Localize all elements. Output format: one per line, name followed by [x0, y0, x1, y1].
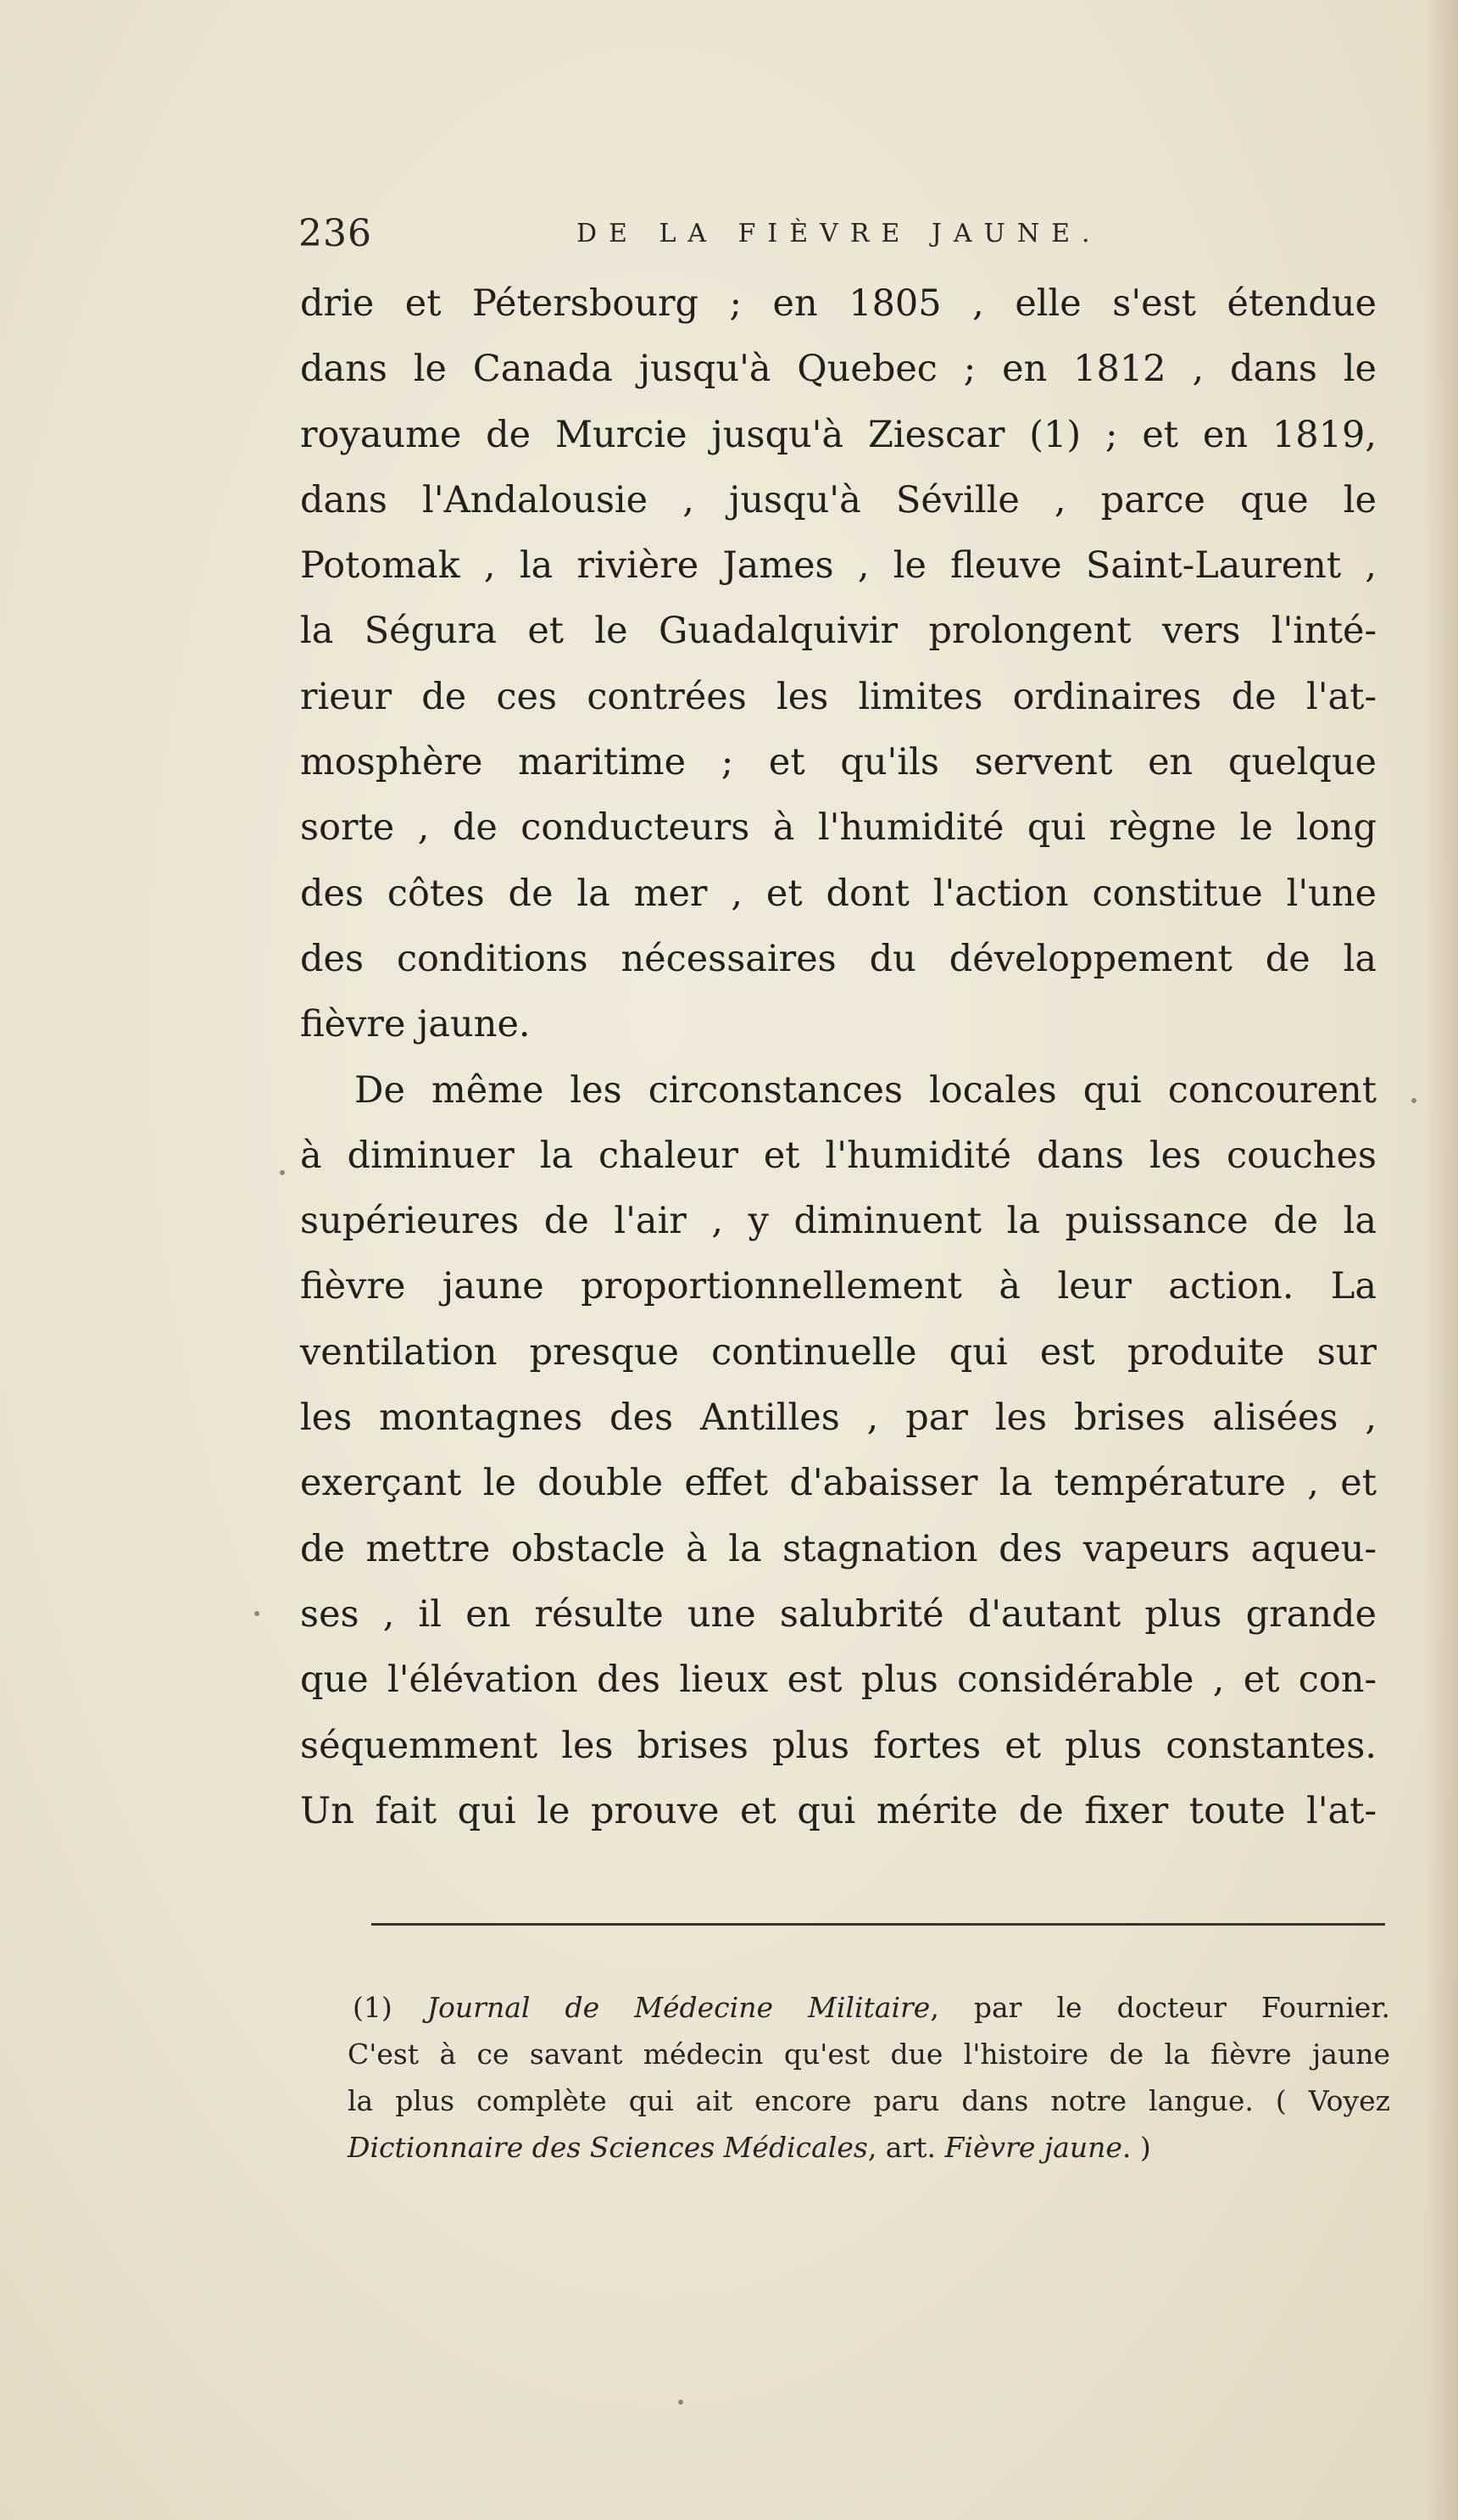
text-line: dans le Canada jusqu'à Quebec ; en 1812 , dans le [300, 348, 1377, 391]
text-line: drie et Pétersbourg ; en 1805 , elle s'est étendue [300, 282, 1377, 325]
text-line: Un fait qui le prouve et qui mérite de fixer toute l'at- [300, 1789, 1377, 1832]
text-line: la Ségura et le Guadalquivir prolongent vers l'inté- [300, 610, 1377, 653]
footnote-separator [371, 1923, 1385, 1926]
footnote-text: . ) [1121, 2131, 1151, 2164]
text-line: de mettre obstacle à la stagnation des vapeurs aqueu- [300, 1527, 1377, 1570]
paragraph-end-line: fièvre jaune. [300, 1003, 531, 1046]
page-number: 236 [298, 212, 372, 255]
text-line: que l'élévation des lieux est plus considérable , et con- [300, 1659, 1377, 1702]
text-line: Potomak , la rivière James , le fleuve Saint-Laurent , [300, 544, 1377, 588]
text-line: des conditions nécessaires du développement de la [300, 937, 1377, 980]
text-line: exerçant le double effet d'abaisser la température , et [300, 1462, 1377, 1505]
text-line: supérieures de l'air , y diminuent la puissance de la [300, 1200, 1377, 1243]
footnote-line [348, 2124, 1390, 2171]
footnote-text: , art. [867, 2131, 945, 2164]
dictionary-title: Dictionnaire des Sciences Médicales [348, 2131, 868, 2164]
text-line: les montagnes des Antilles , par les brises alisées , [300, 1397, 1377, 1440]
journal-title: Journal de Médecine Militaire [426, 1991, 931, 2024]
footnote-line: la plus complète qui ait encore paru dans notre langue. ( Voyez [348, 2084, 1390, 2117]
footnote-author: , par le docteur Fournier. [930, 1991, 1390, 2024]
paper-speck [254, 1611, 259, 1616]
running-title: DE LA FIÈVRE JAUNE. [576, 219, 1102, 248]
text-line: à diminuer la chaleur et l'humidité dans les couches [300, 1134, 1377, 1177]
text-line: séquemment les brises plus fortes et plus constantes. [300, 1724, 1377, 1767]
text-line: fièvre jaune proportionnellement à leur action. La [300, 1265, 1377, 1308]
body-text [300, 271, 1385, 1844]
article-title: Fièvre jaune [944, 2131, 1122, 2164]
paragraph-start-line: De même les circonstances locales qui concourent [354, 1068, 1377, 1112]
page-header [298, 212, 1400, 271]
text-line: rieur de ces contrées les limites ordinaires de l'at- [300, 675, 1377, 718]
text-line: royaume de Murcie jusqu'à Ziescar (1) ; et en 1819, [300, 413, 1377, 456]
text-line: dans l'Andalousie , jusqu'à Séville , parce que le [300, 478, 1377, 521]
footnote [348, 1984, 1407, 2171]
paper-speck [280, 1170, 285, 1175]
text-line: des côtes de la mer , et dont l'action constitue l'une [300, 872, 1377, 915]
paper-speck [1411, 1098, 1416, 1103]
footnote-line [348, 1984, 1390, 2031]
footnote-marker: (1) [353, 1991, 427, 2024]
text-line: sorte , de conducteurs à l'humidité qui règne le long [300, 806, 1377, 850]
paper-speck [678, 2400, 683, 2405]
text-line: ventilation presque continuelle qui est produite sur [300, 1330, 1377, 1374]
footnote-line: C'est à ce savant médecin qu'est due l'histoire de la fièvre jaune [348, 2038, 1390, 2071]
text-line: mosphère maritime ; et qu'ils servent en quelque [300, 741, 1377, 784]
page-edge-shadow [1424, 0, 1458, 2520]
text-line: ses , il en résulte une salubrité d'autant plus grande [300, 1592, 1377, 1636]
